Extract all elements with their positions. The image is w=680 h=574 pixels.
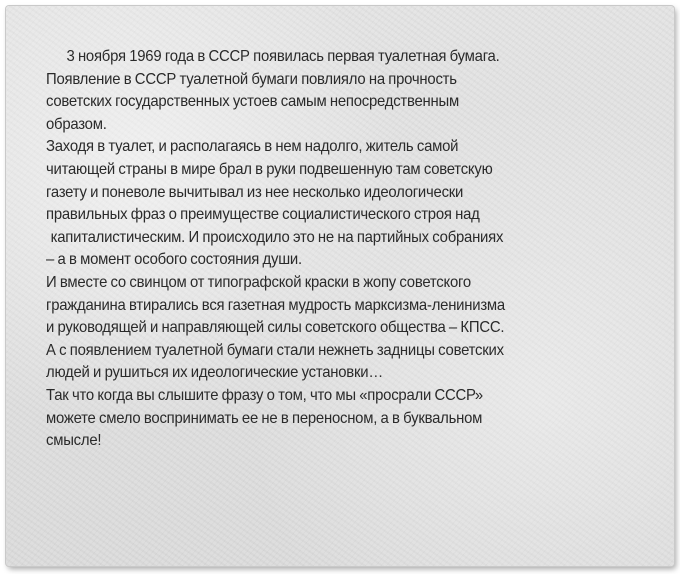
text-line: образом. bbox=[46, 115, 107, 133]
text-line: и руководящей и направляющей силы советского общества – КПСС. bbox=[46, 319, 505, 337]
text-line: А с появлением туалетной бумаги стали нежнеть задницы советских bbox=[46, 341, 504, 359]
text-line: Появление в СССР туалетной бумаги повлияло на прочность bbox=[46, 70, 457, 88]
text-line: И вместе со свинцом от типографской краски в жопу советского bbox=[46, 273, 471, 291]
text-line: гражданина втирались вся газетная мудрость марксизма-ленинизма bbox=[46, 296, 505, 314]
text-line: 3 ноября 1969 года в СССР появилась первая туалетная бумага. bbox=[66, 48, 500, 65]
text-line: можете смело воспринимать ее не в переносном, а в буквальном bbox=[46, 409, 483, 427]
text-line: капиталистическим. И происходило это не на партийных собраниях bbox=[50, 228, 504, 246]
text-block bbox=[46, 46, 609, 453]
text-line: Заходя в туалет, и располагаясь в нем надолго, житель самой bbox=[46, 138, 459, 156]
text-line: Так что когда вы слышите фразу о том, что мы «просрали СССР» bbox=[46, 386, 483, 404]
text-line: читающей страны в мире брал в руки подвешенную там советскую bbox=[46, 160, 493, 178]
text-line: советских государственных устоев самым непосредственным bbox=[46, 93, 459, 111]
text-line: газету и поневоле вычитывал из нее несколько идеологически bbox=[46, 183, 464, 201]
text-line: людей и рушиться их идеологические установки… bbox=[46, 364, 383, 382]
paper-card bbox=[6, 6, 674, 566]
text-line: – а в момент особого состояния души. bbox=[46, 251, 302, 269]
text-line: смысле! bbox=[46, 432, 102, 450]
text-line: правильных фраз о преимуществе социалистического строя над bbox=[46, 206, 480, 224]
